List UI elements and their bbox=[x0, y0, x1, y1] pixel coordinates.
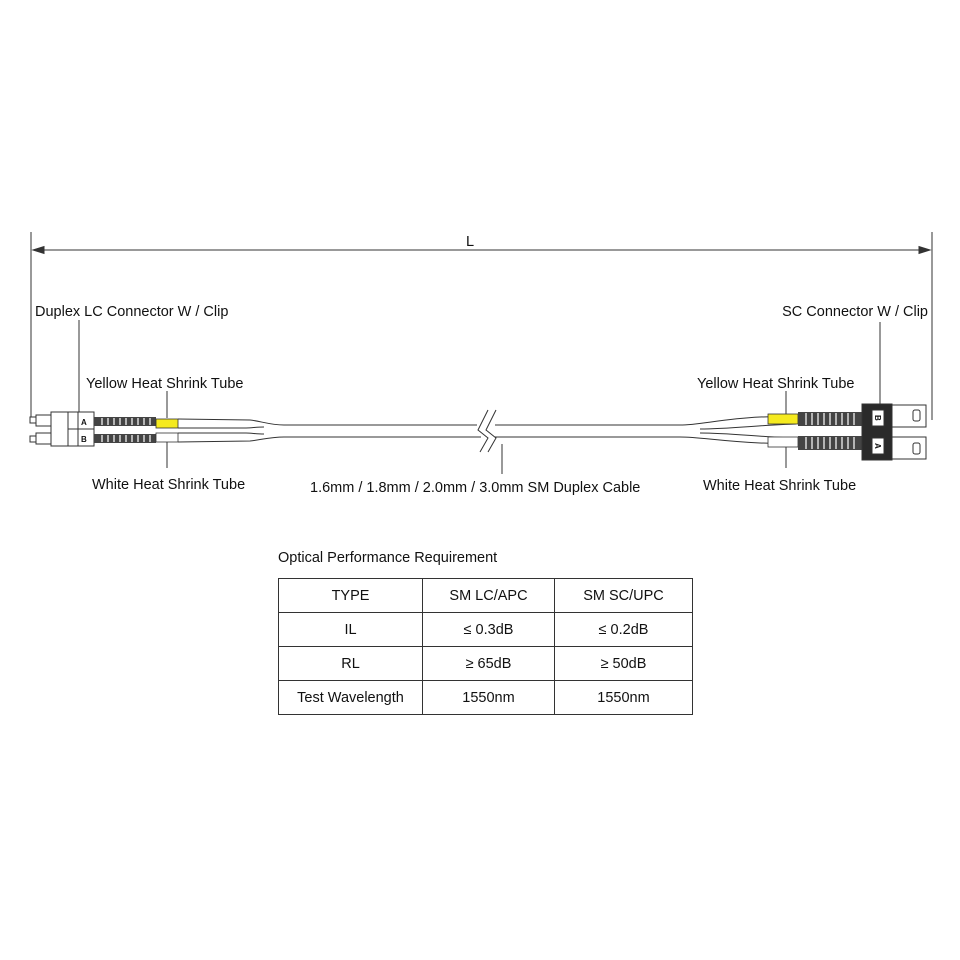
sc-yellow-shrink-tube bbox=[768, 414, 798, 424]
right-connector-label: SC Connector W / Clip bbox=[782, 304, 928, 320]
table-header-cell: TYPE bbox=[279, 579, 423, 613]
duplex-cable bbox=[178, 410, 796, 452]
sc-mark-bottom: A bbox=[873, 443, 882, 449]
lc-yellow-shrink-tube bbox=[156, 419, 178, 428]
table-cell: 1550nm bbox=[423, 681, 555, 715]
left-yellow-tube-label: Yellow Heat Shrink Tube bbox=[86, 376, 244, 392]
table-row bbox=[279, 647, 693, 681]
sc-white-shrink-tube bbox=[768, 437, 798, 447]
left-connector-label: Duplex LC Connector W / Clip bbox=[35, 304, 229, 320]
right-white-tube-label: White Heat Shrink Tube bbox=[703, 478, 857, 494]
table-cell: IL bbox=[279, 613, 423, 647]
table-header-cell: SM LC/APC bbox=[423, 579, 555, 613]
table-header-row bbox=[279, 579, 693, 613]
table-cell: ≤ 0.2dB bbox=[555, 613, 693, 647]
table-cell: ≥ 50dB bbox=[555, 647, 693, 681]
table-cell: RL bbox=[279, 647, 423, 681]
cable-label: 1.6mm / 1.8mm / 2.0mm / 3.0mm SM Duplex Cable bbox=[310, 480, 641, 496]
right-yellow-tube-label: Yellow Heat Shrink Tube bbox=[697, 376, 855, 392]
length-label: L bbox=[466, 234, 475, 250]
table-header-cell: SM SC/UPC bbox=[555, 579, 693, 613]
table-row bbox=[279, 613, 693, 647]
lc-boot bbox=[94, 417, 156, 443]
lc-mark-a: A bbox=[81, 418, 87, 427]
table-cell: 1550nm bbox=[555, 681, 693, 715]
leader-lines bbox=[79, 320, 880, 474]
sc-connector bbox=[862, 404, 926, 460]
lc-white-shrink-tube bbox=[156, 433, 178, 442]
table-row bbox=[279, 681, 693, 715]
table-title: Optical Performance Requirement bbox=[278, 550, 498, 566]
table-cell: ≤ 0.3dB bbox=[423, 613, 555, 647]
left-white-tube-label: White Heat Shrink Tube bbox=[92, 477, 246, 493]
table-cell: Test Wavelength bbox=[279, 681, 423, 715]
table-cell: ≥ 65dB bbox=[423, 647, 555, 681]
sc-mark-top: B bbox=[873, 415, 882, 421]
optical-performance-table bbox=[278, 578, 693, 715]
lc-mark-b: B bbox=[81, 435, 87, 444]
